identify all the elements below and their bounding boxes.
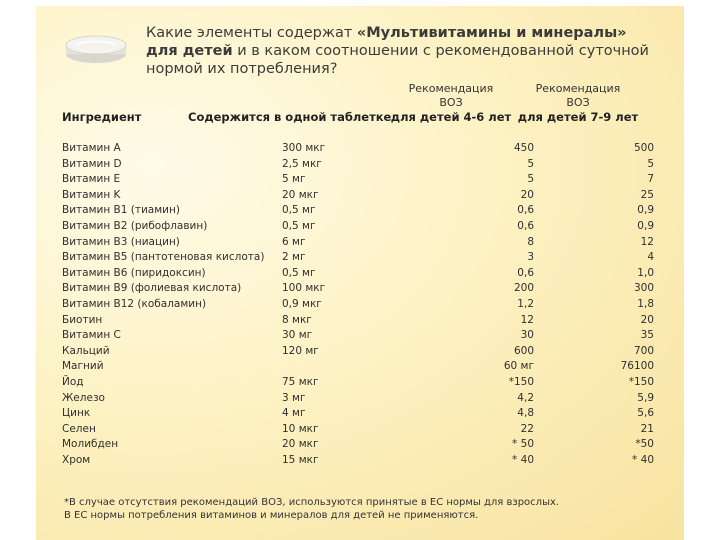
tablet-amount: 0,5 мг <box>282 204 316 217</box>
rec-7-9: 12 <box>640 235 654 248</box>
rec1-header <box>396 82 506 110</box>
tablet-amount: 75 мкг <box>282 376 319 388</box>
tablet-amount: 120 мг <box>282 344 319 357</box>
ingredient-name: Витамин C <box>62 329 121 342</box>
tablet-image <box>64 34 128 64</box>
ingredient-name: Хром <box>62 454 91 466</box>
ingredient-name: Витамин B5 (пантотеновая кислота) <box>62 251 265 264</box>
tablet-amount: 10 мкг <box>282 422 319 435</box>
rec-4-6: 200 <box>513 282 534 295</box>
rec-4-6: 12 <box>520 313 534 326</box>
rec-4-6: 5 <box>527 157 534 170</box>
table-row <box>62 171 662 187</box>
ingredient-name: Магний <box>62 360 104 373</box>
ingredient-name: Витамин B6 (пиридоксин) <box>62 266 206 279</box>
rec-7-9: 20 <box>640 313 654 326</box>
rec-7-9: 5,9 <box>637 391 654 404</box>
title-prefix: Какие элементы содержат <box>146 25 357 41</box>
ingredient-name: Витамин B3 (ниацин) <box>62 235 180 248</box>
rec-7-9: 0,9 <box>637 204 654 217</box>
rec-4-6: 30 <box>520 329 534 342</box>
rec-7-9: 700 <box>633 344 654 357</box>
table-row <box>62 405 662 421</box>
tablet-amount: 3 мг <box>282 391 306 404</box>
rec-4-6: 4,8 <box>517 407 534 420</box>
table-row <box>62 202 662 218</box>
ingredient-name: Селен <box>62 422 96 435</box>
tablet-amount: 30 мг <box>282 329 313 342</box>
rec-7-9: 500 <box>633 142 654 154</box>
table-row <box>62 156 662 172</box>
table-row <box>62 452 662 468</box>
ingredient-name: Витамин E <box>62 173 121 186</box>
rec-7-9: 300 <box>633 282 654 295</box>
ingredient-name: Витамин B9 (фолиевая кислота) <box>62 282 242 295</box>
tablet-amount: 2 мг <box>282 251 306 264</box>
tablet-amount: 0,5 мг <box>282 266 316 279</box>
ingredient-name: Витамин B2 (рибофлавин) <box>62 220 208 232</box>
tablet-amount: 5 мг <box>282 173 306 186</box>
rec2-line1: Рекомендация <box>535 82 621 95</box>
tablet-amount: 0,5 мг <box>282 220 316 232</box>
footnote-line1: *В случае отсутствия рекомендаций ВОЗ, используются принятые в ЕС нормы для взрослых. <box>64 497 560 508</box>
ingredient-name: Цинк <box>62 407 91 420</box>
table-row <box>62 280 662 296</box>
tablet-amount: 4 мг <box>282 407 306 420</box>
rec-7-9: *50 <box>635 438 654 451</box>
tablet-amount: 0,9 мкг <box>282 298 322 310</box>
ingredient-name: Витамин B12 (кобаламин) <box>62 298 207 310</box>
rec-7-9: 25 <box>640 188 654 201</box>
footnote-line2: В ЕС нормы потребления витаминов и минералов для детей не применяются. <box>64 510 479 521</box>
table-row <box>62 296 662 312</box>
rec-4-6: 0,6 <box>517 204 534 217</box>
ingredient-name: Йод <box>62 376 84 388</box>
rec-7-9: 1,8 <box>637 298 654 310</box>
rec1-line2: ВОЗ <box>439 96 463 109</box>
ingredient-name: Биотин <box>62 313 103 326</box>
tablet-amount: 2,5 мкг <box>282 157 322 170</box>
rec2-line2: ВОЗ <box>566 96 590 109</box>
table-row <box>62 187 662 203</box>
tablet-amount: 20 мкг <box>282 438 319 451</box>
footnote <box>64 496 664 522</box>
title-product: «Мультивитамины и минералы» для детей <box>146 25 627 59</box>
tablet-amount: 20 мкг <box>282 188 319 201</box>
table-row <box>62 249 662 265</box>
rec-4-6: 60 мг <box>503 360 534 373</box>
content-panel <box>36 6 684 540</box>
rec-4-6: * 50 <box>512 438 534 451</box>
table-row <box>62 218 662 234</box>
rec-7-9: *150 <box>628 376 654 388</box>
rec-4-6: 5 <box>527 173 534 186</box>
table-row <box>62 374 662 390</box>
table-row <box>62 312 662 328</box>
rec-7-9: 76100 <box>620 360 654 373</box>
table-row <box>62 265 662 281</box>
tablet-amount: 6 мг <box>282 235 306 248</box>
table-row <box>62 327 662 343</box>
ingredient-name: Витамин D <box>62 157 122 170</box>
rec-4-6: 1,2 <box>517 298 534 310</box>
tablet-amount: 100 мкг <box>282 282 326 295</box>
header-rec2-age: для детей 7-9 лет <box>517 110 639 124</box>
rec-4-6: * 40 <box>512 454 534 466</box>
rec-7-9: 4 <box>647 251 654 264</box>
ingredient-name: Витамин B1 (тиамин) <box>62 204 180 217</box>
table-row <box>62 358 662 374</box>
table-row <box>62 436 662 452</box>
ingredient-name: Молибден <box>62 438 119 451</box>
rec-4-6: 3 <box>527 251 534 264</box>
rec-7-9: * 40 <box>632 454 654 466</box>
tablet-amount: 8 мкг <box>282 313 312 326</box>
rec-7-9: 7 <box>647 173 654 186</box>
page-title <box>146 24 656 78</box>
rec-4-6: 450 <box>513 142 534 154</box>
rec-7-9: 0,9 <box>637 220 654 232</box>
ingredient-name: Кальций <box>62 344 110 357</box>
rec-7-9: 21 <box>640 422 654 435</box>
rec-7-9: 1,0 <box>637 266 654 279</box>
table-row <box>62 343 662 359</box>
tablet-amount: 15 мкг <box>282 454 319 466</box>
tablet-amount: 300 мкг <box>282 142 326 154</box>
rec1-line1: Рекомендация <box>408 82 494 95</box>
ingredient-name: Железо <box>62 391 105 404</box>
rec-4-6: 0,6 <box>517 266 534 279</box>
rec-4-6: 600 <box>513 344 534 357</box>
header-content: Содержится в одной таблетке <box>188 110 392 124</box>
header-ingredient: Ингредиент <box>62 110 142 124</box>
rec-4-6: 8 <box>527 235 534 248</box>
rec-4-6: *150 <box>508 376 534 388</box>
ingredient-name: Витамин A <box>62 142 121 154</box>
table-row <box>62 140 662 156</box>
rec-4-6: 4,2 <box>517 391 534 404</box>
ingredient-name: Витамин K <box>62 188 121 201</box>
table-row <box>62 234 662 250</box>
title-suffix: и в каком соотношении с рекомендованной суточной нормой их потребления? <box>146 43 649 77</box>
rec-7-9: 5 <box>647 157 654 170</box>
table-row <box>62 421 662 437</box>
header-rec1-age: для детей 4-6 лет <box>390 110 512 124</box>
rec-7-9: 35 <box>640 329 654 342</box>
rec2-header <box>518 82 638 110</box>
rec-4-6: 20 <box>520 188 534 201</box>
rec-4-6: 22 <box>520 422 534 435</box>
rec-7-9: 5,6 <box>637 407 654 420</box>
rec-4-6: 0,6 <box>517 220 534 232</box>
table-row <box>62 390 662 406</box>
